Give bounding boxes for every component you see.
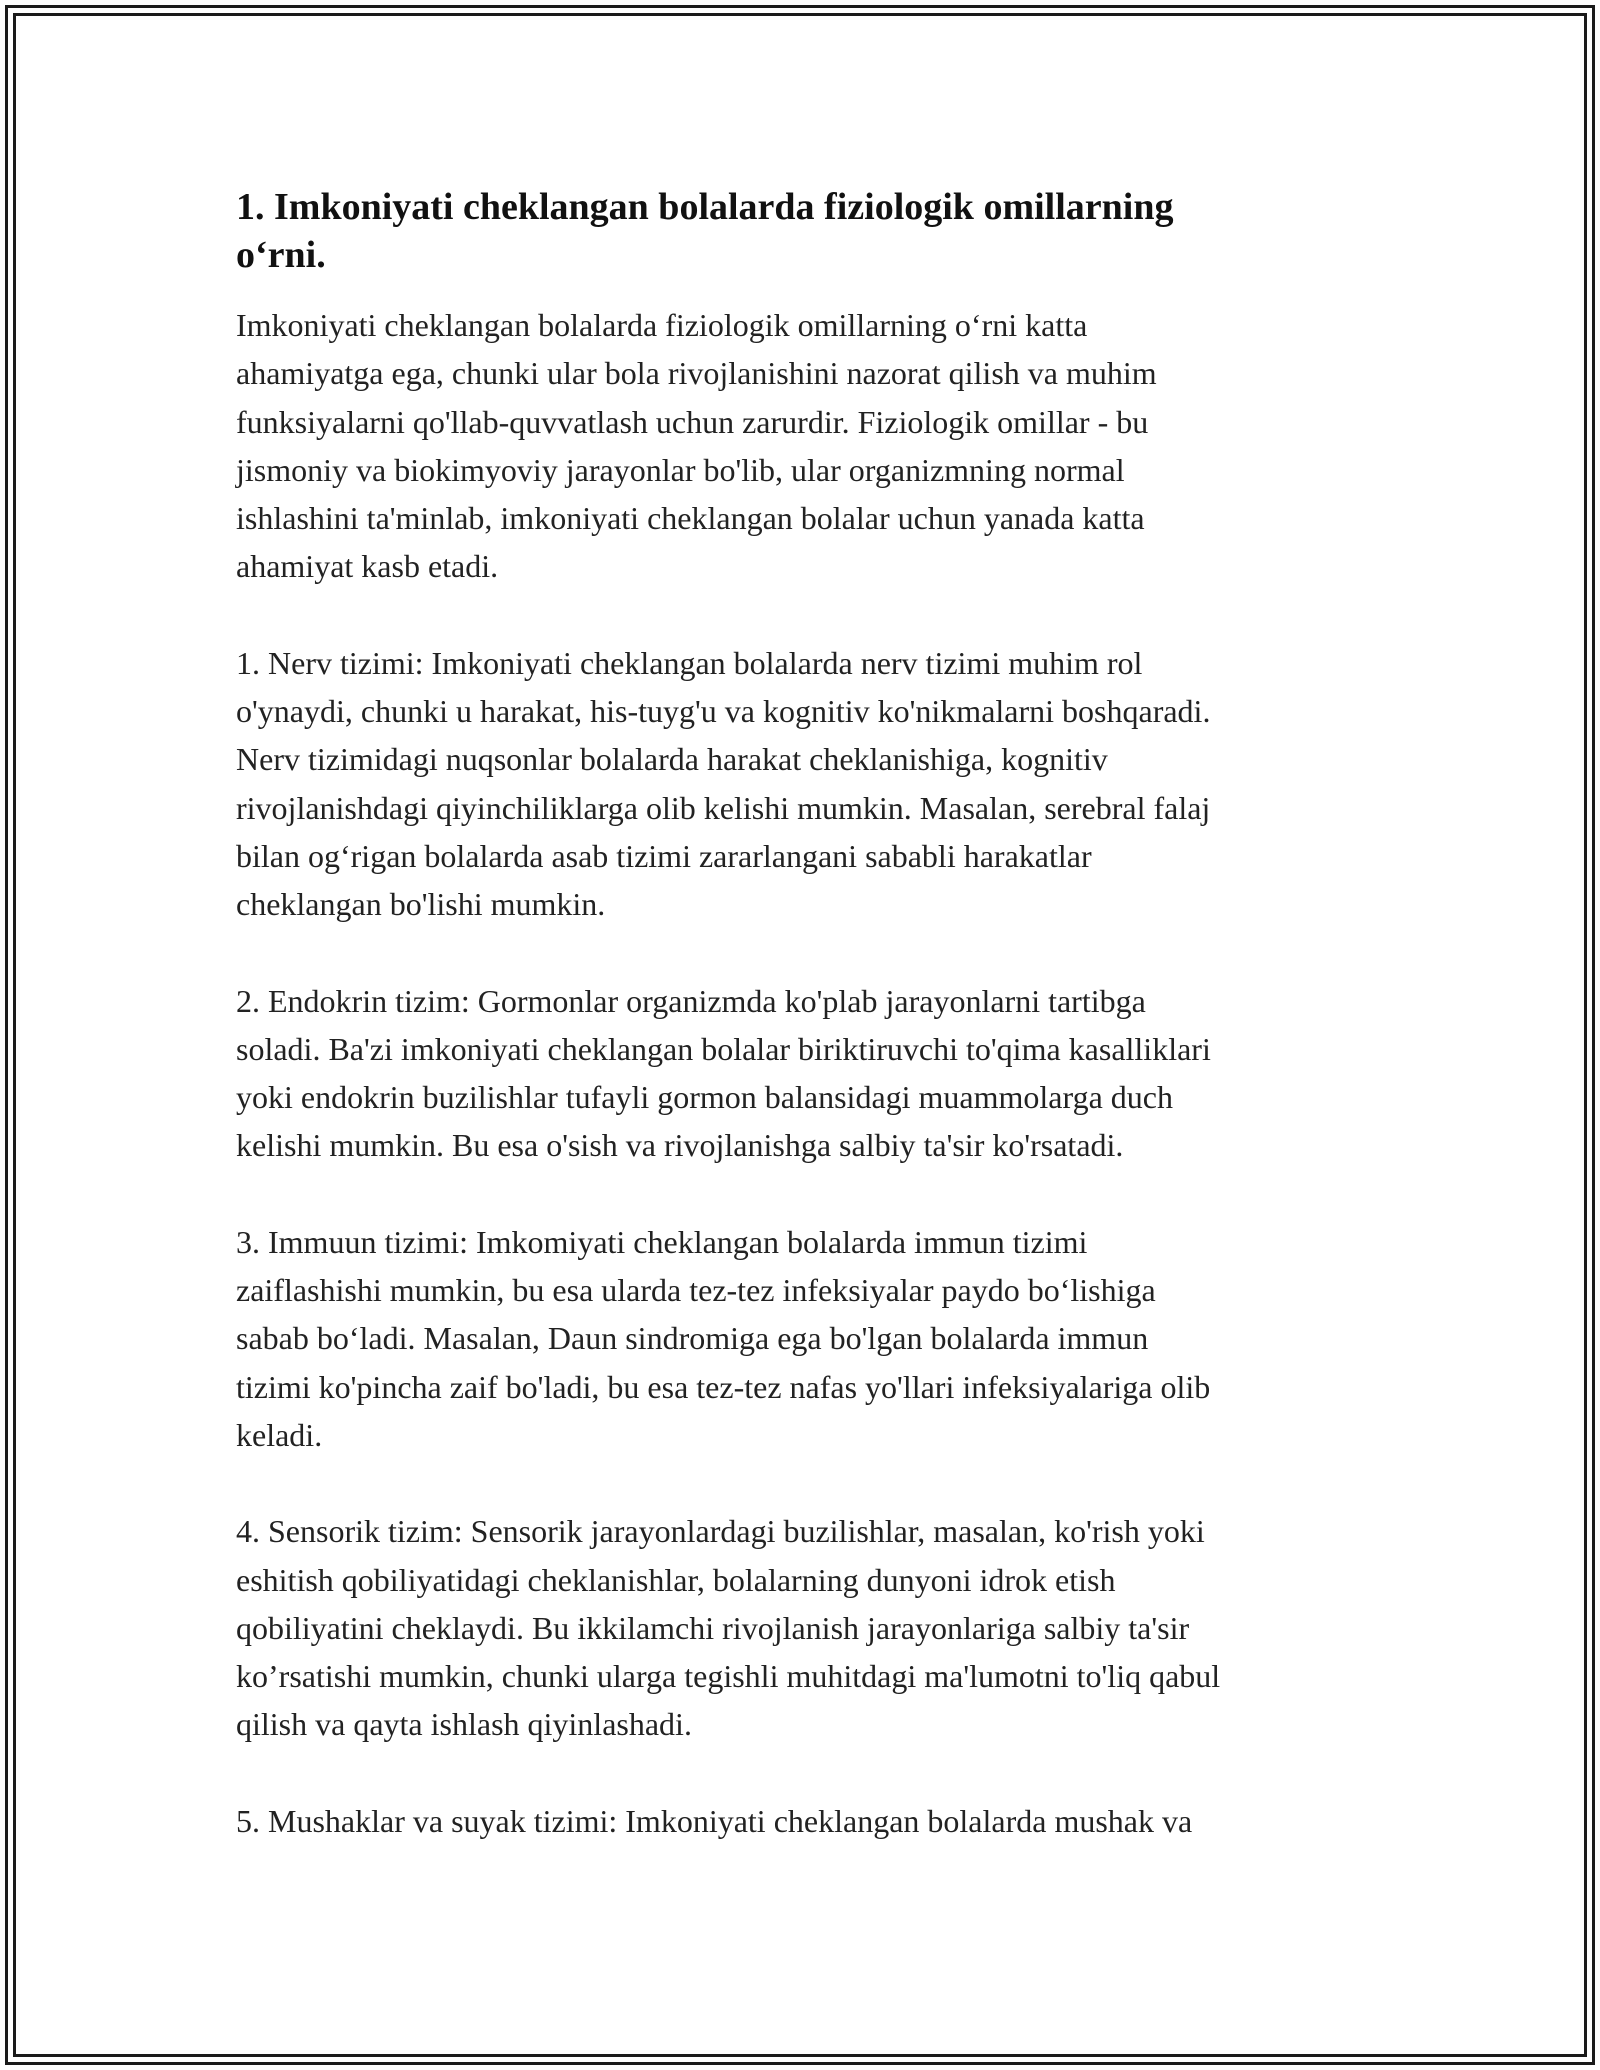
paragraph-immuun-tizimi: 3. Immuun tizimi: Imkomiyati cheklangan bolalarda immun tizimi zaiflashishi mumkin, bu esa ularda tez-tez infeksiyalar paydo bo‘lishiga sabab bo‘ladi. Masalan, Daun sindromiga ega bo'lgan bolalarda immun tizimi ko'pincha zaif bo'ladi, bu esa tez-tez nafas yo'llari infeksiyalariga olib keladi. [236, 1223, 1211, 1453]
document-body [236, 183, 1368, 1893]
intro-paragraph: Imkoniyati cheklangan bolalarda fiziologik omillarning o‘rni katta ahamiyatga ega, chunki ular bola rivojlanishini nazorat qilish va muhim funksiyalarni qo'llab-quvvatlash uchun zarurdir. Fiziologik omillar - bu jismoniy va biokimyoviy jarayonlar bo'lib, ular organizmning normal ishlashini ta'minlab, imkoniyati cheklangan bolalar uchun yanada katta ahamiyat kasb etadi. [236, 307, 1157, 585]
paragraph-endokrin-tizim: 2. Endokrin tizim: Gormonlar organizmda ko'plab jarayonlarni tartibga soladi. Ba'zi imkoniyati cheklangan bolalar biriktiruvchi to'qima kasalliklari yoki endokrin buzilishlar tufayli gormon balansidagi muammolarga duch kelishi mumkin. Bu esa o'sish va rivojlanishga salbiy ta'sir ko'rsatadi. [236, 982, 1211, 1164]
document-title: 1. Imkoniyati cheklangan bolalarda fiziologik omillarning o‘rni. [236, 186, 1174, 276]
paragraph-sensorik-tizim: 4. Sensorik tizim: Sensorik jarayonlardagi buzilishlar, masalan, ko'rish yoki eshitish qobiliyatidagi cheklanishlar, bolalarning dunyoni idrok etish qobiliyatini cheklaydi. Bu ikkilamchi rivojlanish jarayonlariga salbiy ta'sir ko’rsatishi mumkin, chunki ularga tegishli muhitdagi ma'lumotni to'liq qabul qilish va qayta ishlash qiyinlashadi. [236, 1513, 1221, 1743]
paragraph-mushaklar-suyak-tizimi: 5. Mushaklar va suyak tizimi: Imkoniyati cheklangan bolalarda mushak va [236, 1802, 1193, 1839]
paragraph-nerv-tizimi: 1. Nerv tizimi: Imkoniyati cheklangan bolalarda nerv tizimi muhim rol o'ynaydi, chunki u harakat, his-tuyg'u va kognitiv ko'nikmalarni boshqaradi. Nerv tizimidagi nuqsonlar bolalarda harakat cheklanishiga, kognitiv rivojlanishdagi qiyinchiliklarga olib kelishi mumkin. Masalan, serebral falaj bilan og‘rigan bolalarda asab tizimi zararlangani sababli harakatlar cheklangan bo'lishi mumkin. [236, 644, 1211, 923]
